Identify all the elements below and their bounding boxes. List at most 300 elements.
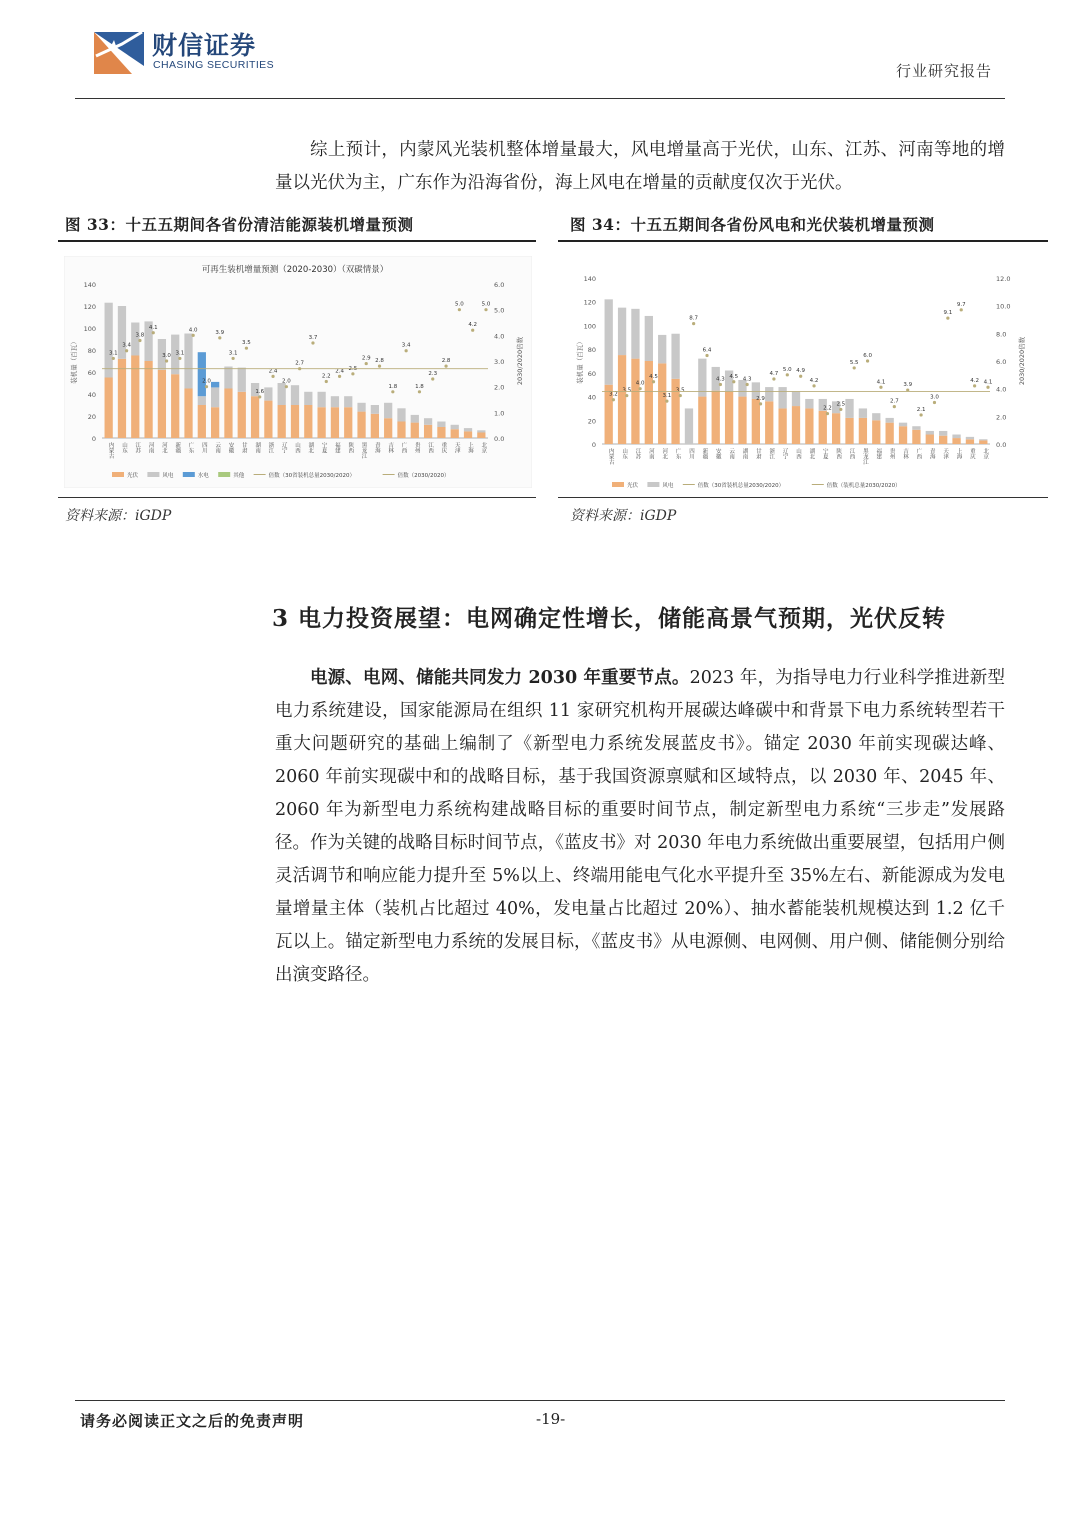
bar-风电: [966, 437, 974, 439]
multiple-dot: [245, 347, 248, 350]
bar-光伏: [291, 405, 299, 438]
multiple-dot: [458, 308, 461, 311]
y2-tick-label: 10.0: [996, 302, 1011, 311]
legend-swatch: [647, 482, 659, 487]
multiple-label: 5.5: [849, 359, 859, 366]
bar-光伏: [926, 435, 934, 444]
bar-光伏: [464, 431, 472, 438]
y2-tick-label: 12.0: [996, 275, 1011, 283]
bar-风电: [886, 418, 894, 423]
x-tick-label: 上海: [467, 442, 474, 453]
x-tick-label: 山东: [120, 442, 127, 453]
x-tick-label: 甘肃: [754, 448, 761, 459]
y-tick-label: 20: [587, 417, 596, 426]
y-tick-label: 0: [91, 435, 96, 443]
multiple-dot: [138, 339, 141, 342]
bar-光伏: [859, 418, 867, 444]
x-tick-label: 山西: [795, 448, 801, 459]
bar-风电: [451, 425, 459, 429]
multiple-dot: [946, 317, 949, 320]
x-tick-label: 辽宁: [781, 448, 788, 459]
multiple-dot: [311, 341, 314, 344]
bar-风电: [411, 415, 419, 423]
multiple-label: 2.5: [836, 401, 846, 408]
bar-光伏: [238, 392, 246, 438]
multiple-dot: [933, 401, 936, 404]
y2-tick-label: 2.0: [996, 413, 1007, 422]
x-tick-label: 河北: [160, 442, 167, 453]
multiple-label: 3.9: [215, 329, 225, 336]
multiple-label: 3.1: [662, 393, 672, 400]
bar-光伏: [131, 356, 139, 439]
multiple-label: 1.8: [388, 383, 398, 390]
multiple-dot: [165, 359, 168, 362]
bar-风电: [464, 428, 472, 431]
x-tick-label: 江苏: [634, 448, 641, 459]
bar-风电: [131, 323, 139, 356]
bar-光伏: [118, 359, 126, 438]
bar-风电: [397, 408, 405, 421]
multiple-dot: [986, 386, 989, 389]
bar-风电: [384, 403, 392, 418]
y-tick-label: 100: [83, 325, 96, 333]
bar-风电: [805, 399, 813, 408]
y2-tick-label: 5.0: [494, 306, 505, 315]
multiple-label: 3.4: [401, 342, 411, 349]
x-tick-label: 贵州: [413, 442, 420, 453]
multiple-label: 4.1: [148, 324, 158, 331]
bar-光伏: [384, 418, 392, 438]
bar-风电: [872, 413, 880, 420]
multiple-label: 5.0: [782, 366, 792, 373]
y2-axis-label: 2030/2020倍数: [1018, 336, 1026, 386]
x-tick-label: 湖北: [808, 448, 815, 459]
bar-光伏: [437, 427, 445, 438]
multiple-dot: [812, 384, 815, 387]
x-tick-label: 甘肃: [240, 442, 247, 453]
multiple-label: 4.7: [769, 370, 779, 377]
multiple-label: 2.0: [281, 378, 291, 385]
bar-光伏: [778, 408, 786, 444]
legend-label: 倍数（30省装机总量2030/2020）: [697, 483, 785, 489]
section-body-text: 2023 年，为指导电力行业科学推进新型电力系统建设，国家能源局在组织 11 家研究机构开展碳达峰碳中和背景下电力系统转型若干重大问题研究的基础上编制了《新型电力系统发展蓝皮书》。锚定 2030 年前实现碳达峰、2060 年前实现碳中和的战略目标，基于我国资源禀赋和区域特点，以 2030 年、2045 年、2060 年为新型电力系统构建战略目标的重要时间节点，制定新型电力系统“三步走”发展路径。作为关键的战略目标时间节点，《蓝皮书》对 2030 年电力系统做出重要展望，包括用户侧灵活调节和响应能力提升至 5%以上、终端用能电气化水平提升至 35%左右、新能源成为发电量增量主体（装机占比超过 40%，发电量占比超过 20%）、抽水蓄能装机规模达到 1.2 亿千瓦以上。锚定新型电力系统的发展目标，《蓝皮书》从电源侧、电网侧、用户侧、储能侧分别给出演变路径。: [275, 668, 1005, 985]
bar-光伏: [224, 389, 232, 439]
multiple-dot: [391, 390, 394, 393]
legend-label: 光伏: [627, 483, 639, 489]
legend-label: 风电: [162, 473, 174, 479]
legend-swatch: [112, 472, 124, 477]
intro-text: 综上预计，内蒙风光装机整体增量最大，风电增量高于光伏，山东、江苏、河南等地的增量以光伏为主，广东作为沿海省份，海上风电在增量的贡献度仅次于光伏。: [275, 140, 1005, 193]
figure-33-bottom-rule: [58, 497, 536, 498]
multiple-label: 3.5: [622, 387, 632, 394]
bar-风电: [238, 368, 246, 392]
multiple-label: 5.0: [481, 301, 491, 308]
multiple-dot: [232, 357, 235, 360]
x-tick-label: 福建: [875, 448, 882, 459]
chart-title: 可再生装机增量预测（2020-2030）（双碳情景）: [201, 265, 389, 275]
multiple-label: 2.0: [202, 378, 211, 385]
multiple-dot: [125, 349, 128, 352]
legend-label: 倍数（30省装机总量2030/2020）: [268, 473, 355, 479]
multiple-label: 2.3: [428, 370, 438, 377]
bar-光伏: [805, 408, 813, 444]
logo-english-name: CHASING SECURITIES: [153, 59, 274, 71]
multiple-dot: [471, 329, 474, 332]
multiple-label: 4.3: [716, 376, 725, 383]
x-tick-label: 江西: [427, 442, 434, 453]
bar-光伏: [725, 392, 733, 444]
x-tick-label: 天津: [453, 442, 460, 453]
multiple-dot: [772, 377, 775, 380]
bar-风电: [224, 367, 232, 389]
x-tick-label: 内蒙古: [607, 448, 614, 465]
multiple-label: 2.2: [321, 373, 331, 380]
x-tick-label: 湖南: [741, 448, 748, 459]
multiple-label: 2.5: [348, 365, 358, 372]
y-tick-label: 120: [583, 298, 596, 307]
y2-axis-label: 2030/2020倍数: [516, 336, 524, 386]
x-tick-label: 吉林: [387, 442, 394, 453]
bar-风电: [631, 309, 639, 359]
bar-光伏: [264, 401, 272, 438]
y-tick-label: 40: [587, 393, 596, 402]
x-tick-label: 云南: [214, 442, 221, 453]
x-tick-label: 云南: [728, 448, 735, 459]
bar-风电: [845, 399, 853, 418]
bar-风电: [926, 431, 934, 435]
x-tick-label: 河北: [661, 448, 668, 459]
multiple-dot: [418, 390, 421, 393]
bar-光伏: [819, 411, 827, 444]
bar-风电: [912, 426, 920, 430]
page-number: -19-: [536, 1410, 566, 1428]
y-axis-label: 装机量（百瓦）: [70, 338, 78, 384]
x-tick-label: 上海: [955, 448, 962, 459]
figure-33-rule: [58, 240, 536, 242]
y-tick-label: 80: [87, 347, 96, 355]
multiple-dot: [746, 383, 749, 386]
bar-光伏: [331, 407, 339, 438]
x-tick-label: 福建: [333, 442, 340, 453]
bar-风电: [685, 408, 693, 444]
legend-label: 其他: [233, 473, 245, 479]
multiple-dot: [639, 387, 642, 390]
bar-光伏: [477, 433, 485, 439]
figure-34-title: 图 34：十五五期间各省份风电和光伏装机增量预测: [570, 215, 935, 234]
bar-风电: [304, 392, 312, 405]
multiple-label: 2.4: [268, 368, 278, 375]
x-tick-label: 宁夏: [320, 442, 327, 453]
multiple-dot: [612, 398, 615, 401]
y-tick-label: 20: [87, 413, 96, 421]
multiple-dot: [866, 359, 869, 362]
header-divider: [75, 98, 1005, 99]
bar-光伏: [899, 426, 907, 444]
multiple-label: 4.1: [876, 379, 886, 386]
figure-33-source: 资料来源：iGDP: [65, 508, 172, 524]
bar-光伏: [832, 413, 840, 444]
multiple-dot: [152, 331, 155, 334]
bar-光伏: [344, 407, 352, 438]
multiple-label: 3.1: [175, 350, 185, 357]
multiple-label: 1.8: [415, 383, 424, 390]
y-tick-label: 140: [83, 281, 96, 289]
multiple-label: 9.1: [943, 310, 953, 317]
bar-风电: [605, 299, 613, 384]
legend-swatch: [183, 472, 195, 477]
x-tick-label: 陕西: [835, 448, 842, 459]
bar-风电: [437, 422, 445, 428]
x-tick-label: 重庆: [968, 448, 975, 459]
y-axis-label: 装机量（百瓦）: [576, 338, 584, 384]
footer-divider: [75, 1400, 1005, 1401]
x-tick-label: 吉林: [902, 448, 909, 459]
multiple-label: 3.5: [675, 387, 685, 394]
legend-swatch: [612, 482, 624, 487]
multiple-label: 3.0: [162, 353, 171, 359]
chart-clean-energy-increment: [64, 256, 532, 488]
bar-光伏: [171, 374, 179, 438]
multiple-dot: [732, 380, 735, 383]
x-tick-label: 安徽: [227, 442, 234, 453]
x-tick-label: 青海: [373, 442, 380, 453]
legend-label: 风电: [662, 483, 674, 489]
x-tick-label: 山西: [294, 442, 300, 453]
bar-光伏: [631, 359, 639, 444]
bar-风电: [317, 392, 325, 407]
bar-风电: [357, 403, 365, 412]
bar-光伏: [371, 414, 379, 438]
x-tick-label: 广东: [187, 442, 194, 453]
bar-光伏: [317, 407, 325, 438]
multiple-label: 4.2: [809, 377, 819, 384]
x-tick-label: 四川: [687, 448, 694, 459]
bar-水电: [211, 382, 219, 388]
x-tick-label: 河南: [147, 442, 154, 453]
y2-tick-label: 0.0: [996, 441, 1007, 449]
figure-34-rule: [558, 240, 1048, 242]
bar-光伏: [765, 401, 773, 444]
multiple-label: 4.3: [742, 376, 752, 383]
bar-风电: [184, 334, 192, 389]
bar-水电: [198, 352, 206, 396]
x-tick-label: 河南: [647, 448, 654, 459]
multiple-label: 1.6: [255, 388, 265, 395]
x-tick-label: 安徽: [714, 448, 721, 459]
multiple-dot: [665, 400, 668, 403]
bar-风电: [939, 431, 947, 436]
x-tick-label: 北京: [982, 448, 989, 459]
y-tick-label: 140: [583, 275, 596, 283]
x-tick-label: 宁夏: [821, 448, 828, 459]
figure-34-source: 资料来源：iGDP: [570, 508, 677, 524]
multiple-dot: [351, 372, 354, 375]
figure-34-bottom-rule: [558, 497, 1048, 498]
bar-风电: [477, 430, 485, 432]
x-tick-label: 浙江: [267, 442, 274, 453]
bar-光伏: [251, 396, 259, 438]
multiple-dot: [692, 322, 695, 325]
multiple-dot: [178, 357, 181, 360]
x-tick-label: 北京: [480, 442, 487, 453]
y-tick-label: 100: [583, 322, 596, 331]
multiple-dot: [893, 405, 896, 408]
multiple-dot: [431, 377, 434, 380]
x-tick-label: 山东: [621, 448, 628, 459]
section-title: 3 电力投资展望：电网确定性增长，储能高景气预期，光伏反转: [272, 605, 947, 632]
multiple-dot: [826, 412, 829, 415]
multiple-dot: [799, 375, 802, 378]
multiple-label: 3.5: [242, 340, 251, 347]
multiple-dot: [705, 354, 708, 357]
bar-光伏: [397, 422, 405, 439]
bar-光伏: [211, 407, 219, 438]
x-tick-label: 浙江: [768, 448, 775, 459]
x-tick-label: 黑龙江: [360, 442, 367, 459]
bar-光伏: [618, 355, 626, 444]
bar-风电: [765, 387, 773, 401]
multiple-dot: [719, 383, 722, 386]
x-tick-label: 贵州: [888, 448, 895, 459]
bar-风电: [658, 335, 666, 363]
y-tick-label: 60: [587, 369, 596, 378]
x-tick-label: 江苏: [134, 442, 141, 453]
multiple-label: 2.8: [375, 358, 384, 365]
bar-风电: [344, 396, 352, 407]
bar-光伏: [939, 436, 947, 444]
multiple-label: 4.2: [970, 377, 979, 384]
multiple-dot: [679, 394, 682, 397]
bar-风电: [105, 303, 113, 378]
bar-风电: [859, 408, 867, 417]
legend-label: 水电: [197, 473, 209, 479]
y-tick-label: 0: [591, 441, 596, 449]
legend-label: 倍数（装机总量2030/2020）: [826, 483, 901, 489]
bar-风电: [671, 334, 679, 379]
y-tick-label: 40: [87, 391, 96, 399]
bar-风电: [952, 435, 960, 439]
multiple-label: 3.1: [228, 350, 238, 357]
multiple-dot: [365, 362, 368, 365]
y2-tick-label: 6.0: [494, 281, 505, 289]
multiple-dot: [112, 357, 115, 360]
multiple-dot: [378, 365, 381, 368]
legend-label: 倍数（2030/2020）: [397, 473, 450, 479]
bar-风电: [371, 405, 379, 414]
bar-光伏: [357, 412, 365, 438]
multiple-dot: [285, 385, 288, 388]
multiple-dot: [205, 385, 208, 388]
multiple-label: 4.0: [635, 380, 645, 387]
bar-风电: [424, 418, 432, 425]
bar-光伏: [979, 440, 987, 444]
bar-光伏: [738, 397, 746, 444]
multiple-label: 3.1: [108, 350, 118, 357]
bar-光伏: [105, 378, 113, 439]
multiple-label: 3.2: [608, 391, 618, 398]
y2-tick-label: 8.0: [996, 330, 1007, 339]
bar-光伏: [966, 439, 974, 444]
multiple-label: 3.7: [308, 335, 318, 342]
bar-光伏: [451, 429, 459, 438]
bar-风电: [118, 306, 126, 359]
bar-光伏: [184, 389, 192, 439]
bar-风电: [278, 383, 286, 405]
bar-光伏: [278, 405, 286, 438]
y2-tick-label: 4.0: [996, 385, 1007, 394]
x-tick-label: 天津: [942, 448, 949, 459]
multiple-dot: [444, 365, 447, 368]
bar-风电: [211, 387, 219, 407]
bar-光伏: [304, 405, 312, 438]
multiple-dot: [919, 413, 922, 416]
y-tick-label: 120: [83, 303, 96, 311]
multiple-dot: [625, 394, 628, 397]
bar-光伏: [658, 363, 666, 444]
report-type-label: 行业研究报告: [895, 62, 992, 80]
bar-光伏: [792, 406, 800, 444]
multiple-label: 4.9: [796, 368, 806, 375]
chart-wind-solar-increment: [570, 264, 1034, 496]
bar-光伏: [952, 438, 960, 444]
bar-光伏: [158, 370, 166, 438]
bar-风电: [264, 387, 272, 400]
x-tick-label: 广东: [674, 448, 681, 459]
multiple-dot: [652, 380, 655, 383]
multiple-label: 2.8: [441, 358, 451, 365]
multiple-dot: [192, 334, 195, 337]
multiple-dot: [879, 386, 882, 389]
y2-tick-label: 2.0: [494, 383, 505, 392]
y2-tick-label: 0.0: [494, 435, 505, 443]
multiple-dot: [973, 384, 976, 387]
multiple-label: 3.0: [930, 394, 939, 401]
bar-光伏: [845, 418, 853, 444]
x-tick-label: 湖南: [254, 442, 261, 453]
bar-光伏: [886, 423, 894, 444]
y2-tick-label: 3.0: [494, 358, 505, 366]
bar-光伏: [712, 391, 720, 444]
bar-风电: [778, 387, 786, 408]
legend-label: 光伏: [127, 473, 139, 479]
multiple-label: 2.2: [823, 405, 832, 412]
x-tick-label: 陕西: [347, 442, 354, 453]
bar-光伏: [198, 405, 206, 438]
multiple-dot: [759, 402, 762, 405]
multiple-label: 2.7: [295, 360, 305, 367]
multiple-dot: [853, 366, 856, 369]
y-tick-label: 80: [587, 346, 596, 355]
legend-swatch: [218, 472, 230, 477]
bar-风电: [291, 385, 299, 405]
multiple-dot: [218, 336, 221, 339]
multiple-dot: [405, 349, 408, 352]
bar-风电: [899, 423, 907, 427]
bar-风电: [618, 308, 626, 355]
bar-风电: [979, 439, 987, 440]
x-tick-label: 广西: [915, 448, 922, 459]
x-tick-label: 湖北: [307, 442, 314, 453]
x-tick-label: 内蒙古: [107, 442, 114, 459]
bar-光伏: [698, 397, 706, 444]
multiple-dot: [325, 380, 328, 383]
intro-paragraph: [275, 134, 1005, 200]
multiple-label: 2.7: [889, 398, 899, 405]
multiple-label: 2.4: [335, 368, 344, 375]
y-tick-label: 60: [87, 369, 96, 377]
x-tick-label: 重庆: [440, 442, 447, 453]
logo-chinese-name: 财信证券: [152, 31, 257, 60]
